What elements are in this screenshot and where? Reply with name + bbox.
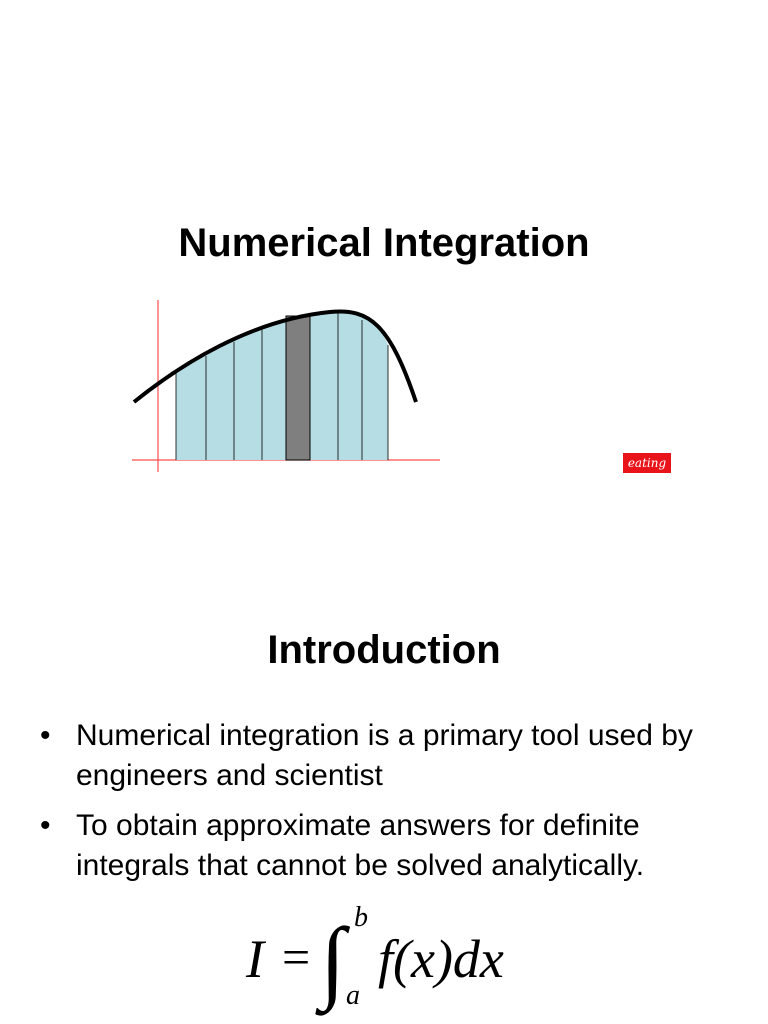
bullet-item [40, 716, 740, 796]
bullet-item [40, 806, 740, 886]
formula-upper-limit: b [354, 902, 368, 933]
logo-badge: eating [623, 453, 671, 473]
bullet-text: To obtain approximate answers for definite integrals that cannot be solved analytically. [76, 809, 645, 882]
formula-lhs: I [246, 929, 264, 989]
formula-lower-limit: a [346, 980, 360, 1011]
integral-sign-icon: ∫ [320, 909, 346, 1011]
formula-equals: = [282, 929, 311, 985]
bullet-text: Numerical integration is a primary tool used by engineers and scientist [76, 719, 693, 792]
integral-formula [246, 902, 536, 1020]
slide-title: Numerical Integration [178, 221, 590, 265]
bullet-icon: • [40, 809, 51, 842]
bullet-list [40, 716, 740, 896]
integration-figure [120, 290, 440, 480]
section-title: Introduction [267, 628, 501, 672]
bullet-icon: • [40, 719, 51, 752]
highlighted-strip [286, 316, 310, 460]
area-under-curve [176, 312, 388, 460]
formula-integrand: f(x)dx [378, 929, 504, 989]
